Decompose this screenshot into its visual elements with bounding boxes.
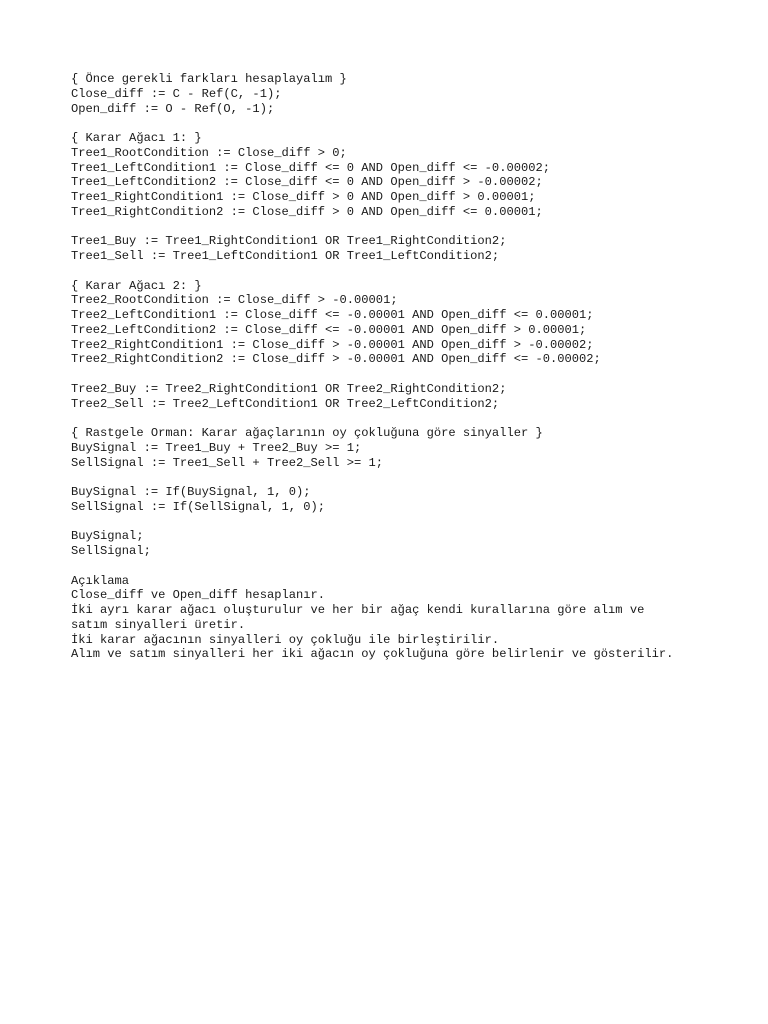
text-block: [71, 72, 751, 116]
text-line: İki karar ağacının sinyalleri oy çokluğu ile birleştirilir.: [71, 632, 500, 647]
text-block: [71, 131, 751, 220]
text-line: SellSignal;: [71, 544, 151, 558]
text-line: { Önce gerekli farkları hesaplayalım }: [71, 72, 347, 86]
text-block: [71, 426, 751, 470]
text-line: Tree2_RightCondition1 := Close_diff > -0.00001 AND Open_diff > -0.00002;: [71, 337, 594, 352]
text-line: Tree1_RightCondition1 := Close_diff > 0 AND Open_diff > 0.00001;: [71, 190, 536, 204]
text-line: Tree1_Sell := Tree1_LeftCondition1 OR Tree1_LeftCondition2;: [71, 249, 500, 263]
document-page: [71, 72, 751, 677]
text-line: { Rastgele Orman: Karar ağaçlarının oy çokluğuna göre sinyaller }: [71, 426, 543, 440]
text-line: Tree2_RootCondition := Close_diff > -0.00001;: [71, 293, 398, 308]
text-line: Tree1_RootCondition := Close_diff > 0;: [71, 145, 347, 160]
text-line: Tree1_LeftCondition1 := Close_diff <= 0 AND Open_diff <= -0.00002;: [71, 160, 550, 175]
text-line: Tree1_RightCondition2 := Close_diff > 0 AND Open_diff <= 0.00001;: [71, 204, 543, 219]
text-block: [71, 279, 751, 368]
text-line: BuySignal := If(BuySignal, 1, 0);: [71, 485, 311, 499]
text-block: [71, 574, 751, 663]
text-line: Tree2_Buy := Tree2_RightCondition1 OR Tree2_RightCondition2;: [71, 381, 507, 396]
text-block: [71, 529, 751, 559]
text-line: { Karar Ağacı 1: }: [71, 131, 202, 145]
text-block: [71, 485, 751, 515]
text-line: Close_diff := C - Ref(C, -1);: [71, 86, 282, 101]
text-line: satım sinyalleri üretir.: [71, 617, 246, 632]
text-block: [71, 382, 751, 412]
text-line: BuySignal;: [71, 529, 144, 544]
text-line: SellSignal := Tree1_Sell + Tree2_Sell >= 1;: [71, 455, 384, 470]
text-line: Close_diff ve Open_diff hesaplanır.: [71, 588, 326, 603]
text-line: İki ayrı karar ağacı oluşturulur ve her bir ağaç kendi kurallarına göre alım ve: [71, 603, 645, 617]
text-line: Alım ve satım sinyalleri her iki ağacın oy çokluğuna göre belirlenir ve gösterilir.: [71, 647, 674, 662]
text-line: Tree2_RightCondition2 := Close_diff > -0.00001 AND Open_diff <= -0.00002;: [71, 352, 601, 367]
text-line: Tree1_LeftCondition2 := Close_diff <= 0 AND Open_diff > -0.00002;: [71, 175, 543, 190]
text-line: BuySignal := Tree1_Buy + Tree2_Buy >= 1;: [71, 440, 362, 455]
text-line: Open_diff := O - Ref(O, -1);: [71, 101, 275, 116]
text-line: { Karar Ağacı 2: }: [71, 278, 202, 293]
text-block: [71, 234, 751, 264]
text-line: Tree2_LeftCondition1 := Close_diff <= -0.00001 AND Open_diff <= 0.00001;: [71, 308, 594, 322]
text-line: Açıklama: [71, 573, 130, 588]
text-line: Tree2_Sell := Tree2_LeftCondition1 OR Tree2_LeftCondition2;: [71, 396, 500, 411]
text-line: Tree2_LeftCondition2 := Close_diff <= -0.00001 AND Open_diff > 0.00001;: [71, 322, 587, 337]
text-line: Tree1_Buy := Tree1_RightCondition1 OR Tree1_RightCondition2;: [71, 234, 507, 249]
text-line: SellSignal := If(SellSignal, 1, 0);: [71, 499, 326, 514]
